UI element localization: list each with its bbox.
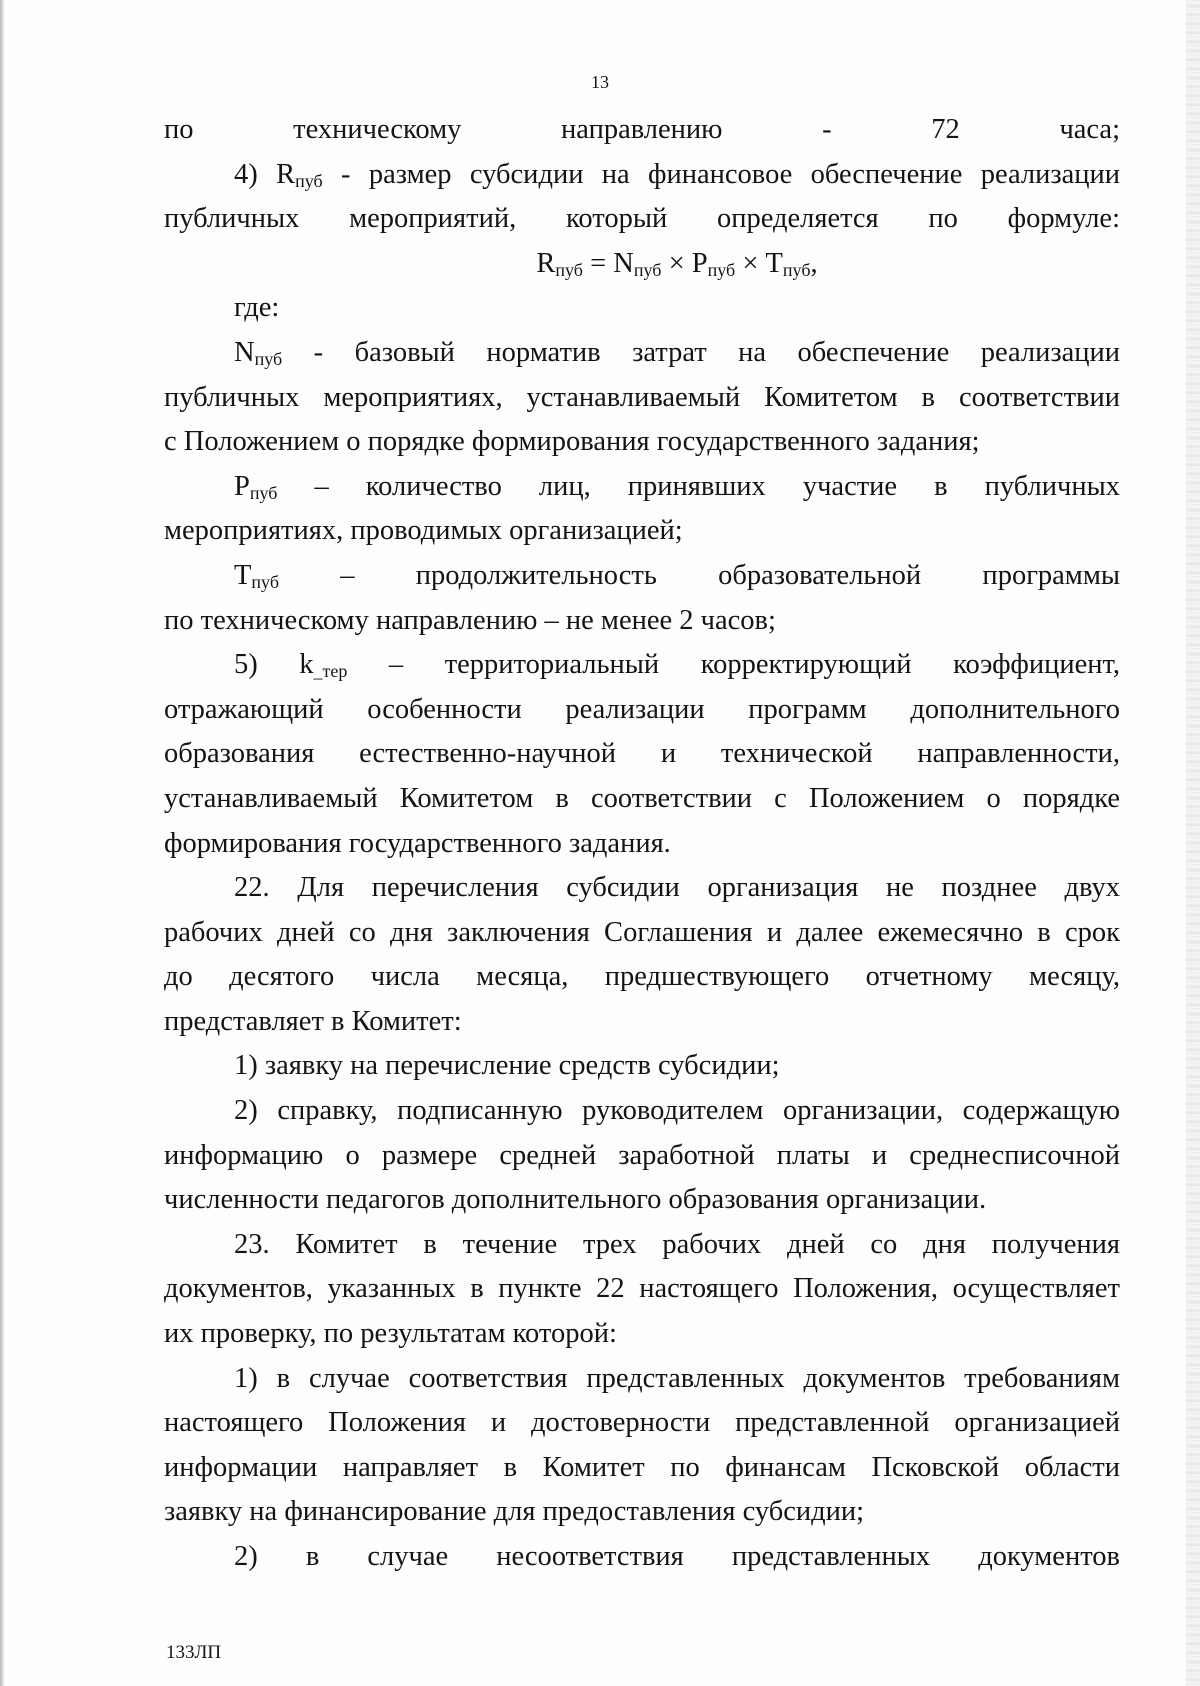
text-line: публичных мероприятиях, устанавливаемый Комитетом в соответствии [164,381,1120,413]
text-line-t-pub: $T_{пуб}$ – продолжительность образовательной программы [234,559,1120,592]
text-line: устанавливаемый Комитетом в соответствии с Положением о порядке [164,782,1120,814]
text-line: где: [234,292,280,324]
text-line: формирования государственного задания. [164,827,671,859]
text-line-r-pub: 4) $R_{пуб}$ - размер субсидии на финансовое обеспечение реализации [234,158,1121,191]
text-line: заявку на финансирование для предоставления субсидии; [164,1496,865,1528]
text-line-n-pub: $N_{пуб}$ - базовый норматив затрат на обеспечение реализации [234,336,1120,369]
formula: $R_{пуб} = N_{пуб} \times P_{пуб} \times T_{пуб}$, [536,247,818,280]
text-line: 1) в случае соответствия представленных документов требованиям [234,1362,1120,1394]
document-body [164,108,1120,1580]
text-line: с Положением о порядке формирования государственного задания; [164,426,980,458]
scan-edge-right [1186,0,1200,1686]
text-line-k-ter: 5) $k_{\_тер}$ – территориальный корректирующий коэффициент, [234,649,1120,682]
text-line: рабочих дней со дня заключения Соглашения и далее ежемесячно в срок [164,916,1120,948]
text-line: настоящего Положения и достоверности представленной организацией [164,1407,1120,1439]
text-line: публичных мероприятий, который определяется по формуле: [164,203,1120,235]
footer-code: 133ЛП [166,1642,222,1663]
text-line: 1) заявку на перечисление средств субсидии; [234,1050,780,1082]
text-line-p-pub: $P_{пуб}$ – количество лиц, принявших участие в публичных [234,470,1120,503]
text-line: по техническому направлению - 72 часа; [164,114,1120,145]
text-line: 22. Для перечисления субсидии организация не позднее двух [234,872,1120,904]
text-line: 2) справку, подписанную руководителем организации, содержащую [234,1095,1120,1127]
text-line: информацию о размере средней заработной платы и среднесписочной [164,1139,1120,1171]
scan-edge-left [0,0,4,1686]
text-line: их проверку, по результатам которой: [164,1318,617,1350]
text-line: документов, указанных в пункте 22 настоящего Положения, осуществляет [164,1273,1120,1305]
text-line: 2) в случае несоответствия представленных документов [234,1541,1120,1572]
text-line: 23. Комитет в течение трех рабочих дней со дня получения [234,1228,1120,1260]
text-line: информации направляет в Комитет по финансам Псковской области [164,1451,1120,1483]
text-line: мероприятиях, проводимых организацией; [164,515,683,547]
text-line: отражающий особенности реализации программ дополнительного [164,693,1120,725]
page-number: 13 [591,72,609,92]
text-line: образования естественно-научной и технической направленности, [164,738,1120,770]
text-line: представляет в Комитет: [164,1005,462,1037]
text-line: численности педагогов дополнительного образования организации. [164,1184,987,1216]
text-line: по техническому направлению – не менее 2 часов; [164,604,776,636]
text-line: до десятого числа месяца, предшествующего отчетному месяцу, [164,961,1120,993]
